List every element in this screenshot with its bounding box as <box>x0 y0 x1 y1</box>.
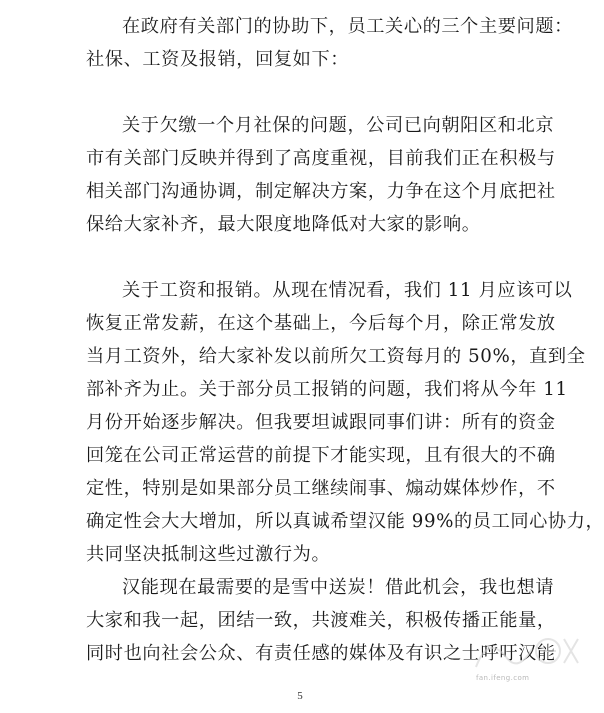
text-line: 保给大家补齐，最大限度地降低对大家的影响。 <box>86 214 481 235</box>
text-line: 同时也向社会公众、有责任感的媒体及有识之士呼吁汉能 <box>86 643 556 664</box>
text-line: 当月工资外，给大家补发以前所欠工资每月的 50%，直到全 <box>86 346 586 367</box>
text-line: 市有关部门反映并得到了高度重视，目前我们正在积极与 <box>86 148 556 169</box>
text-line: 汉能现在最需要的是雪中送炭！借此机会，我也想请 <box>122 577 555 598</box>
text-line: 相关部门沟通协调，制定解决方案，力争在这个月底把社 <box>86 181 556 202</box>
text-line: 确定性会大大增加，所以真诚希望汉能 99%的员工同心协力， <box>86 511 604 532</box>
paragraph-salary-reimbursement <box>86 274 604 571</box>
text-line: 回笼在公司正常运营的前提下才能实现，且有很大的不确 <box>86 445 556 466</box>
text-line: 恢复正常发薪，在这个基础上，今后每个月，除正常发放 <box>86 313 556 334</box>
text-line: 关于欠缴一个月社保的问题，公司已向朝阳区和北京 <box>122 115 555 136</box>
watermark-text: fan.ifeng.com <box>476 674 530 682</box>
text-line: 大家和我一起，团结一致，共渡难关，积极传播正能量， <box>86 610 556 631</box>
text-line: 月份开始逐步解决。但我要坦诚跟同事们讲：所有的资金 <box>86 412 556 433</box>
text-line: 在政府有关部门的协助下，员工关心的三个主要问题： <box>122 16 573 37</box>
text-line: 定性，特别是如果部分员工继续闹事、煽动媒体炒作，不 <box>86 478 556 499</box>
page-number: 5 <box>297 690 303 702</box>
text-line: 关于工资和报销。从现在情况看，我们 11 月应该可以 <box>122 280 573 301</box>
paragraph-social-insurance <box>86 109 556 241</box>
paragraph-intro <box>86 10 573 76</box>
text-line: 社保、工资及报销，回复如下： <box>86 49 350 70</box>
text-line: 部补齐为止。关于部分员工报销的问题，我们将从今年 11 <box>86 379 568 400</box>
text-line: 共同坚决抵制这些过激行为。 <box>86 544 331 565</box>
